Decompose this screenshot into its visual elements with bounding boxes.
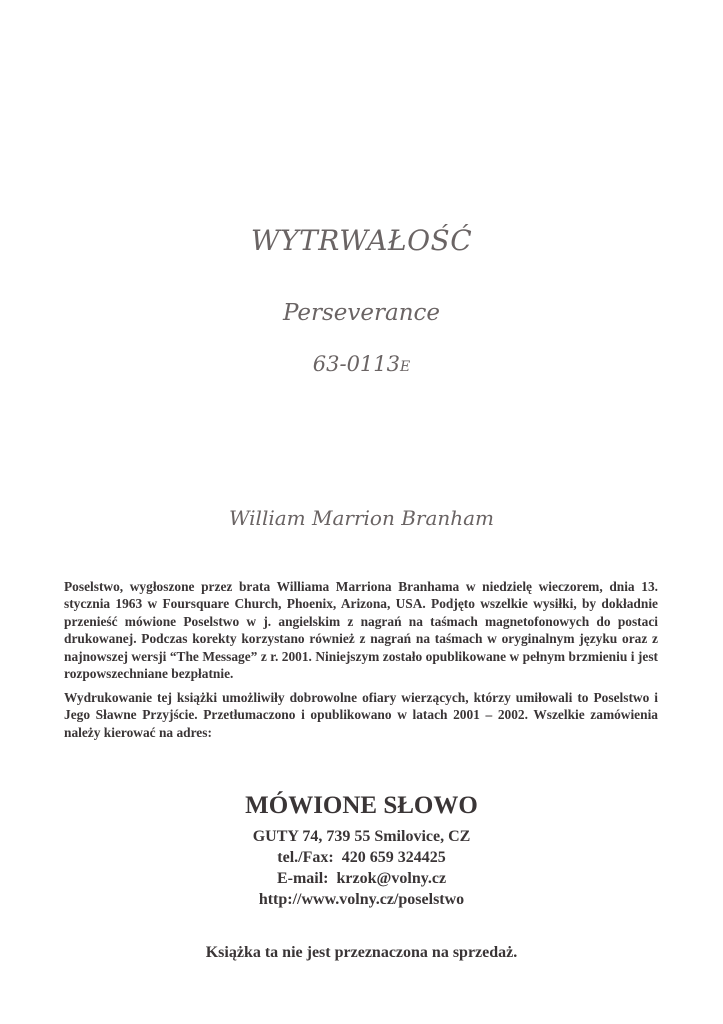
not-for-sale-notice: Książka ta nie jest przeznaczona na sprzedaż. xyxy=(205,944,518,961)
printing-paragraph: Wydrukowanie tej książki umożliwiły dobrowolne ofiary wierzących, którzy umiłowali to Poselstwo i Jego Sławne Przyjście. Przetłumaczono i opublikowano w latach 2001 – 2002. Wszelkie zamówienia należy kierować na adres: xyxy=(64,690,658,740)
sermon-code-suffix: E xyxy=(400,359,411,375)
publisher-email: E-mail: krzok@volny.cz xyxy=(276,870,447,887)
publisher-name: MÓWIONE SŁOWO xyxy=(245,792,478,819)
publisher-address: GUTY 74, 739 55 Smilovice, CZ xyxy=(252,828,471,845)
sermon-code xyxy=(0,352,723,376)
publisher-website: http://www.volny.cz/poselstwo xyxy=(258,891,465,908)
page-title: WYTRWAŁOŚĆ xyxy=(250,224,473,257)
english-title: Perseverance xyxy=(282,300,441,326)
publisher-contact xyxy=(0,826,723,910)
intro-paragraph: Poselstwo, wygłoszone przez brata Williama Marriona Branhama w niedzielę wieczorem, dnia 13. stycznia 1963 w Foursquare Church, Phoenix, Arizona, USA. Podjęto wszelkie wysiłki, by dokładnie przenieść mówione Poselstwo w j. angielskim z nagrań na taśmach magnetofonowych do postaci drukowanej. Podczas korekty korzystano również z nagrań na taśmach w oryginalnym języku oraz z najnowszej wersji “The Message” z r. 2001. Niniejszym zostało opublikowane w pełnym brzmieniu i jest rozpowszechniane bezpłatnie. xyxy=(64,579,658,682)
author-name: William Marrion Branham xyxy=(228,506,495,530)
sermon-code-number: 63-0113 xyxy=(312,352,401,376)
publisher-phone: tel./Fax: 420 659 324425 xyxy=(277,849,446,866)
